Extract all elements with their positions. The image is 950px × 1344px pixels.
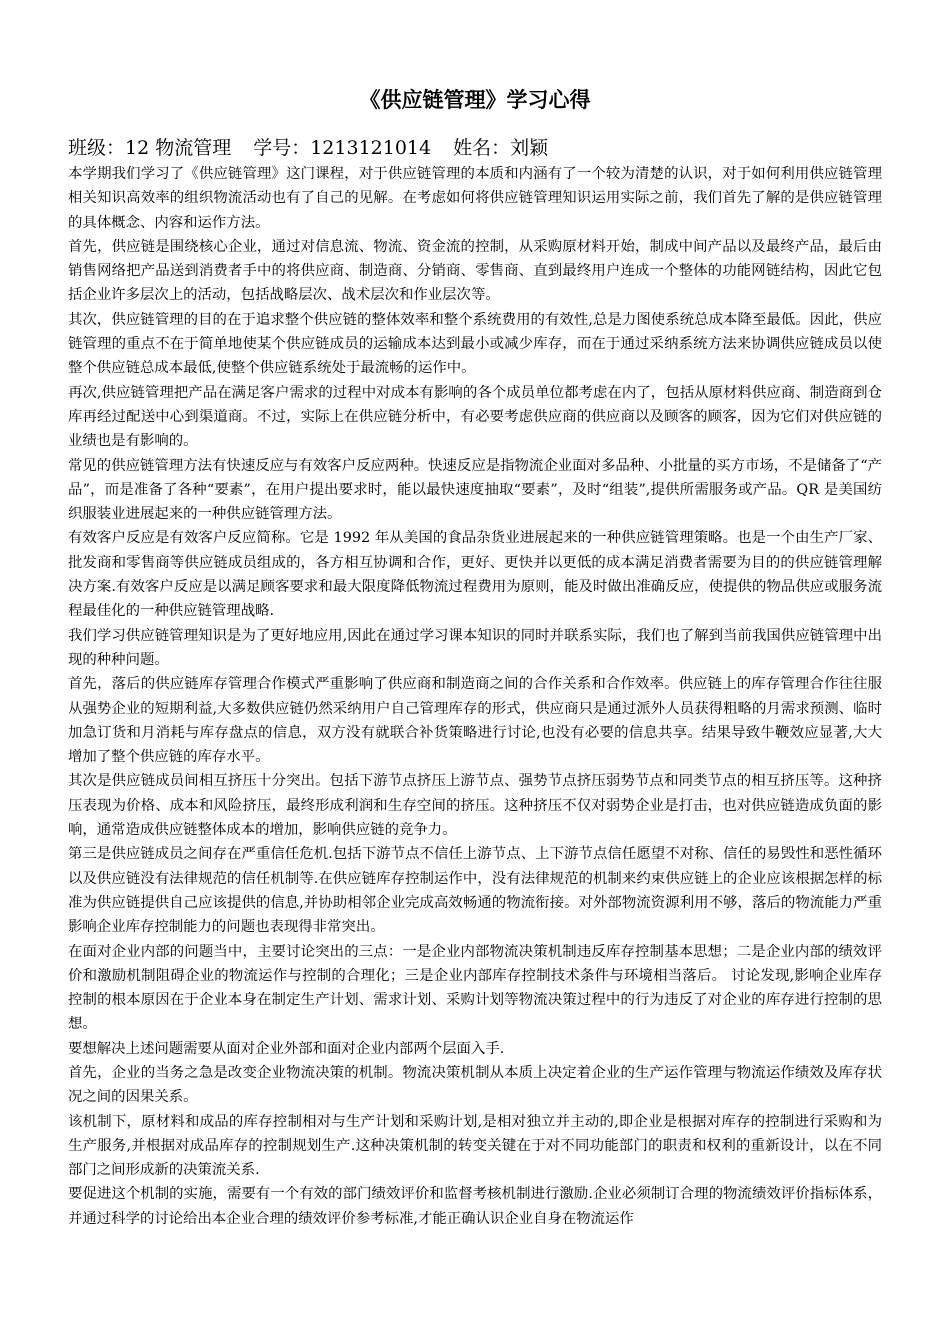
paragraph: 其次是供应链成员间相互挤压十分突出。包括下游节点挤压上游节点、强势节点挤压弱势节点和同类节点的相互挤压等。这种挤压表现为价格、成本和风险挤压，最终形成利润和生存空间的挤压。这种挤压不仅对弱势企业是打击，也对供应链造成负面的影响，通常造成供应链整体成本的增加，影响供应链的竞争力。 (68, 773, 882, 839)
paragraph: 第三是供应链成员之间存在严重信任危机.包括下游节点不信任上游节点、上下游节点信任愿望不对称、信任的易毁性和恶性循环以及供应链没有法律规范的信任机制等.在供应链库存控制运作中，没有法律规范的机制来约束供应链上的企业应该根据怎样的标准为供应链提供自己应该提供的信息,并协助相邻企业完成高效畅通的物流衔接。对外部物流资源利用不够，落后的物流能力严重影响企业库存控制能力的问题也表现得非常突出。 (68, 846, 882, 936)
paragraph: 该机制下，原材料和成品的库存控制相对与生产计划和采购计划,是相对独立并主动的,即企业是根据对库存的控制进行采购和为生产服务,并根据对成品库存的控制规划生产.这种决策机制的转变关键在于对不同功能部门的职责和权利的重新设计，以在不同部门之间形成新的决策流关系. (68, 1113, 882, 1179)
paragraph: 再次,供应链管理把产品在满足客户需求的过程中对成本有影响的各个成员单位都考虑在内了，包括从原材料供应商、制造商到仓库再经过配送中心到渠道商。不过，实际上在供应链分析中，有必要考虑供应商的供应商以及顾客的顾客，因为它们对供应链的业绩也是有影响的。 (68, 384, 882, 450)
paragraph: 在面对企业内部的问题当中，主要讨论突出的三点：一是企业内部物流决策机制违反库存控制基本思想；二是企业内部的绩效评价和激励机制阻碍企业的物流运作与控制的合理化；三是企业内部库存控制技术条件与环境相当落后。 讨论发现,影响企业库存控制的根本原因在于企业本身在制定生产计划、需求计划、采购计划等物流决策过程中的行为违反了对企业的库存进行控制的思想。 (68, 943, 882, 1033)
paragraph: 其次，供应链管理的目的在于追求整个供应链的整体效率和整个系统费用的有效性,总是力图使系统总成本降至最低。因此，供应链管理的重点不在于简单地使某个供应链成员的运输成本达到最小或减少库存，而在于通过采纳系统方法来协调供应链成员以使整个供应链总成本最低,使整个供应链系统处于最流畅的运作中。 (68, 311, 882, 377)
paragraph: 常见的供应链管理方法有快速反应与有效客户反应两种。快速反应是指物流企业面对多品种、小批量的买方市场，不是储备了“产品”，而是准备了各种“要素”，在用户提出要求时，能以最快速度抽取“要素”，及时“组装”,提供所需服务或产品。QR 是美国纺织服装业进展起来的一种供应链管理方法。 (68, 457, 882, 523)
body-text (68, 162, 882, 1231)
paragraph: 有效客户反应是有效客户反应简称。它是 1992 年从美国的食品杂货业进展起来的一种供应链管理策略。也是一个由生产厂家、批发商和零售商等供应链成员组成的，各方相互协调和合作，更好、更快并以更低的成本满足消费者需要为目的的供应链管理解决方案.有效客户反应是以满足顾客要求和最大限度降低物流过程费用为原则，能及时做出准确反应，使提供的物品供应或服务流程最佳化的一种供应链管理战略. (68, 530, 882, 620)
paragraph: 我们学习供应链管理知识是为了更好地应用,因此在通过学习课本知识的同时并联系实际，我们也了解到当前我国供应链管理中出现的种种问题。 (68, 627, 882, 668)
class-label: 班级：12 物流管理 (68, 137, 232, 159)
paragraph: 首先，企业的当务之急是改变企业物流决策的机制。物流决策机制从本质上决定着企业的生产运作管理与物流运作绩效及库存状况之间的因果关系。 (68, 1064, 882, 1106)
paragraph: 要促进这个机制的实施，需要有一个有效的部门绩效评价和监督考核机制进行激励.企业必须制订合理的物流绩效评价指标体系，并通过科学的讨论给出本企业合理的绩效评价参考标准,才能正确认识企业自身在物流运作 (68, 1186, 882, 1227)
paragraph: 首先，落后的供应链库存管理合作模式严重影响了供应商和制造商之间的合作关系和合作效率。供应链上的库存管理合作往往服从强势企业的短期利益,大多数供应链仍然采纳用户自己管理库存的形式，供应商只是通过派外人员获得粗略的月需求预测、临时加急订货和月消耗与库存盘点的信息，双方没有就联合补货策略进行讨论,也没有必要的信息共享。结果导致牛鞭效应显著,大大增加了整个供应链的库存水平。 (68, 676, 882, 766)
document-title: 《供应链管理》学习心得 (359, 88, 591, 112)
student-name-label: 姓名：刘颖 (453, 137, 549, 159)
student-info (68, 134, 882, 162)
student-id-label: 学号：1213121014 (253, 137, 432, 159)
paragraph: 首先，供应链是围绕核心企业，通过对信息流、物流、资金流的控制，从采购原材料开始，制成中间产品以及最终产品，最后由销售网络把产品送到消费者手中的将供应商、制造商、分销商、零售商、直到最终用户连成一个整体的功能网链结构，因此它包括企业许多层次上的活动，包括战略层次、战术层次和作业层次等。 (68, 238, 882, 304)
paragraph: 本学期我们学习了《供应链管理》这门课程，对于供应链管理的本质和内涵有了一个较为清楚的认识，对于如何利用供应链管理相关知识高效率的组织物流活动也有了自己的见解。在考虑如何将供应链管理知识运用实际之前，我们首先了解的是供应链管理的具体概念、内容和运作方法。 (68, 166, 882, 231)
paragraph: 要想解决上述问题需要从面对企业外部和面对企业内部两个层面入手. (68, 1040, 505, 1057)
